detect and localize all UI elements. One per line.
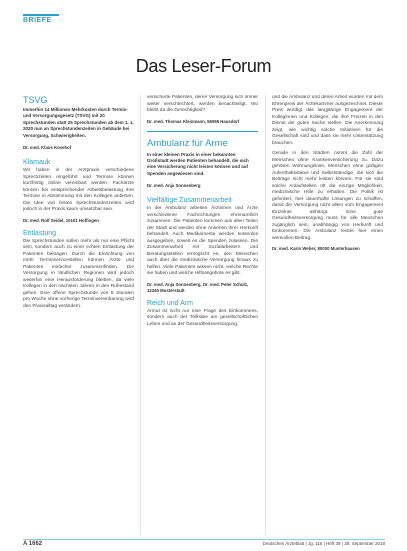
column-right <box>272 95 383 535</box>
letter-topic-title: Ambulanz für Arme <box>147 137 228 149</box>
letter-signature: Dr. med. Thomas Kleinmann, 55555 Hausdorf <box>147 118 240 124</box>
letter-body: In der Ambulanz arbeiten Ärztinnen und Ärzte verschiedener Fachrichtungen ehrenamtlich zusammen. Die Patienten kommen aus allen Teilen der Stadt und werden ohne Ansehen ihrer Herkunft behandelt. Auch Medikamente werden kostenlos ausgegeben, soweit es die Spenden zulassen. Die Zusammenarbeit mit Sozialarbeitern und Beratungsstellen ermöglicht es, den Menschen auch über die medizinische Versorgung hinaus zu helfen. Viele Patienten wissen nicht, welche Rechte sie haben und welche Hilfsangebote es gibt. <box>147 206 258 277</box>
section-tag: BRIEFE <box>23 14 59 27</box>
column-divider <box>140 95 141 535</box>
letter-body: Wir haben in der Arztpraxis verschiedene Sprechzeiten eingeführt und Termine können kurzfristig online vereinbart werden. Fachärzte können bei entsprechender Arbeitsbelastung ihre Termine in Abstimmung mit den Kollegen anbieten. Die Idee von festen Sprechstundenzeiten wird jedoch in der Praxis kaum umsetzbar sein. <box>23 168 134 213</box>
letter-body: Armut ist nicht nur eine Frage des Einkommens, sondern auch der Teilhabe am gesellschaftlichen Leben und an der Gesundheitsversorgung. <box>147 308 258 327</box>
letter-topic-title: TSVG <box>23 95 48 105</box>
column-divider <box>265 95 266 535</box>
intro-author: Dr. med. Anja Sonnenberg <box>147 183 201 189</box>
letter-body: Die Sprechstunden sollen mehr als nur eine Pflicht sein, sondern auch zu einer echten Entlastung der Patienten beitragen. Durch die Einrichtung von mehr Terminservicestellen können Ärzte und Patienten einfacher zusammenfinden. Die Versorgung in ländlichen Regionen wird jedoch weiterhin eine Herausforderung bleiben, da viele Kollegen in den nächsten Jahren in den Ruhestand gehen. Eine offene Sprechstunde von 5 Stunden pro Woche ohne vorherige Terminvereinbarung wird den Praxisalltag verändern. <box>23 238 134 309</box>
page-title: Das Leser-Forum <box>135 56 272 76</box>
page-number: A 1662 <box>23 541 43 547</box>
footer-rule <box>23 539 385 540</box>
letter-body: versicherte Patienten, deren Versorgung sich immer weiter verschlechtert, werden benachteiligt. Wo bleibt da die Gerechtigkeit? <box>147 95 258 113</box>
journal-citation: Deutsches Ärzteblatt | Jg. 115 | Heft 39 | 28. September 2018 <box>262 541 385 546</box>
letter-heading: Vielfältige Zusammenarbeit <box>147 197 232 205</box>
letter-body: Gerade in den Städten nimmt die Zahl der Menschen ohne Krankenversicherung zu. Dazu gehören Wohnungslose, Menschen ohne gültigen Aufenthaltsstatus und Selbstständige, die sich die Beiträge nicht mehr leisten können. Für sie sind solche Anlaufstellen oft die einzige Möglichkeit, medizinische Hilfe zu erhalten. Die Politik ist gefordert, hier dauerhafte Lösungen zu schaffen, damit die Versorgung nicht allein vom Engagement Einzelner abhängt. Eine gute Gesundheitsversorgung muss für alle Menschen zugänglich sein, unabhängig von Herkunft und Einkommen. Die Ambulanz leistet hier einen wertvollen Beitrag. <box>272 151 383 241</box>
letter-body: und die Ambulanz und deren Arbeit wurden mit dem Ehrenpreis der Ärztekammer ausgezeichnet. Dieser Preis würdigt das langjährige Engagement der Kolleginnen und Kollegen, die ihre Freizeit in den Dienst der guten Sache stellen. Die Anerkennung zeigt, wie wichtig solche Initiativen für die Gesellschaft sind und dass sie mehr Unterstützung brauchen. <box>272 95 383 146</box>
letter-signature: Dr. med. Rolf Seidel, 10101 Hoffingen <box>23 217 99 223</box>
letter-heading: Reich und Arm <box>147 299 193 307</box>
letter-heading: Entlastung <box>23 229 57 237</box>
intro-author: Dr. med. Klaus Kosehof <box>23 145 72 151</box>
letter-heading: Klamauk <box>23 159 51 167</box>
letter-signature: Dr. med. Karin Weber, 80000 Musterhausen <box>272 246 360 251</box>
letter-intro: Immerhin 14 Millionen Mehrkosten durch Termin- und Versorgungsgesetz (TSVG) mit 20 Sprechstunden statt 25 Sprechstunden ab dem 1. 1. 2020 nun an Sprechstundenzeiten in Gebäude bei Versorgung, Schwierigkeiten. <box>23 107 134 138</box>
section-divider <box>147 131 258 132</box>
column-left <box>23 95 134 535</box>
column-middle <box>147 95 258 535</box>
letter-intro: In einer kleinen Praxis in einer bekannten Großstadt werden Patienten behandelt, die sich eine Versicherung nicht leisten können und auf Spenden angewiesen sind. <box>147 151 249 176</box>
letter-signature: Dr. med. Anja Sonnenberg, Dr. med. Peter Schulz, 12345 Musterstadt <box>147 281 249 293</box>
